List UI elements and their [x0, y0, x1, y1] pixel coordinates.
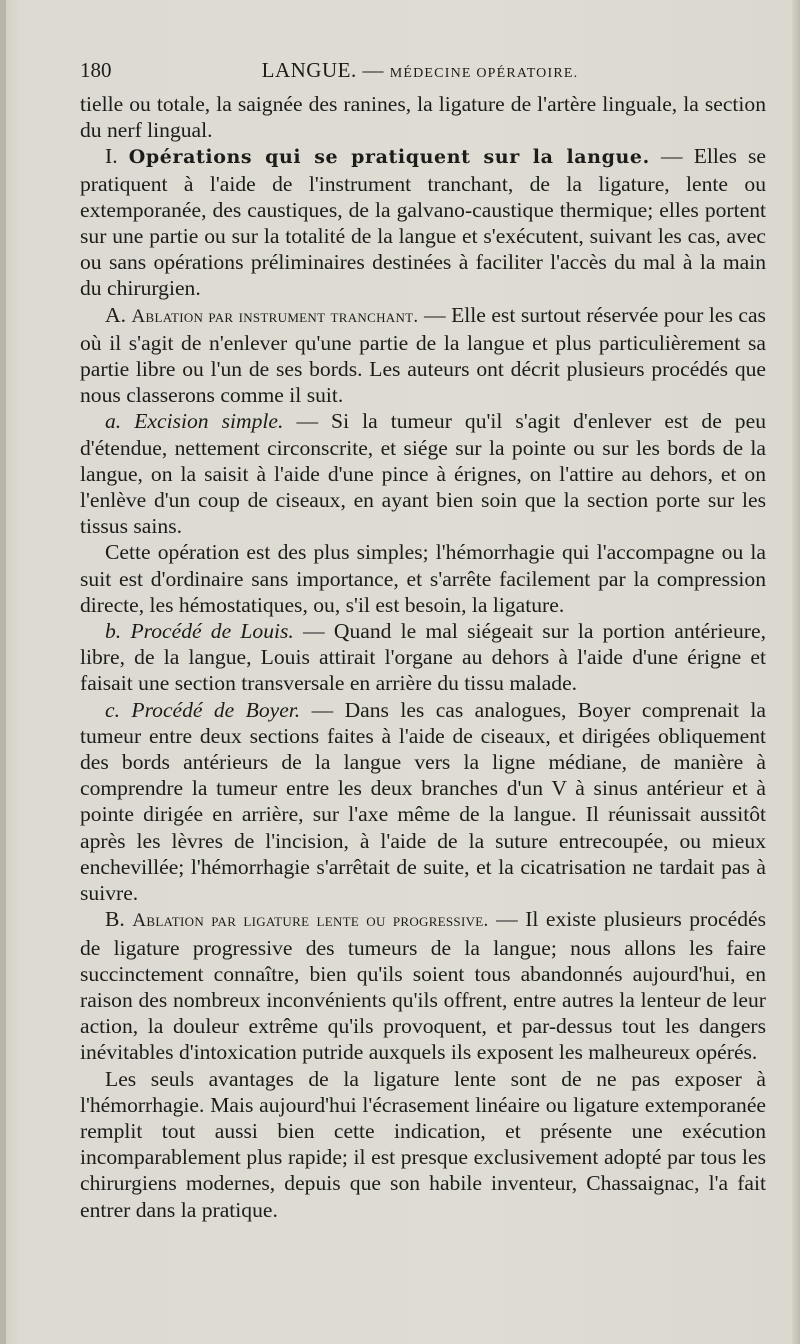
subsection-label: c.	[105, 697, 120, 722]
paragraph-operation-simple	[80, 539, 766, 618]
running-title	[160, 58, 766, 83]
subsection-heading: Excision simple.	[134, 409, 284, 434]
section-label: A.	[105, 302, 126, 327]
paragraph-excision-simple	[80, 408, 766, 539]
paragraph-procede-boyer	[80, 697, 766, 907]
section-heading: Opérations qui se pratiquent sur la langue.	[128, 146, 650, 169]
paragraph-section-b	[80, 906, 766, 1065]
subsection-label: a.	[105, 409, 122, 434]
paragraph-text: — Elle est surtout réservée pour les cas où il s'agit de n'enlever qu'une partie de la langue et plus particulièrement sa partie libre ou l'un de ses bords. Les auteurs ont décrit plusieurs procédés que nous classerons comme il suit.	[80, 302, 766, 408]
paragraph-section-a	[80, 302, 766, 409]
paragraph-text: — Il existe plusieurs procédés de ligature progressive des tumeurs de la langue; nous allons les faire succinctement connaître, bien qu'ils soient tous abandonnés aujourd'hui, en raison des nombreux inconvénients qu'ils offrent, entre autres la lenteur de leur action, la douleur extrême qu'ils provoquent, et par-dessus tout les dangers inévitables d'intoxication putride auxquels ils exposent les malheureux opérés.	[80, 907, 766, 1065]
section-label: I.	[105, 144, 118, 169]
subsection-heading: Procédé de Boyer.	[131, 697, 301, 722]
running-header	[80, 58, 766, 88]
paragraph-text: — Quand le mal siégeait sur la portion antérieure, libre, de la langue, Louis attirait l'organe au dehors à l'aide d'une érigne et faisait une section transversale en arrière du tissu malade.	[80, 619, 766, 696]
paragraph-text: Les seuls avantages de la ligature lente sont de ne pas exposer à l'hémorrhagie. Mais aujourd'hui l'écrasement linéaire ou ligature extemporanée remplit tout aussi bien cette indication, et présente une exécution incomparablement plus rapide; il est presque exclusivement adopté par tous les chirurgiens modernes, depuis que son habile inventeur, Chassaignac, l'a fait entrer dans la pratique.	[80, 1066, 766, 1222]
page-gutter-shadow	[0, 0, 6, 1344]
running-title-main: LANGUE.	[261, 58, 357, 82]
running-title-dash: —	[362, 58, 384, 82]
paragraph-continuation	[80, 91, 766, 143]
section-heading: Ablation par ligature lente ou progressive.	[132, 910, 489, 932]
paragraph-text: tielle ou totale, la saignée des ranines, la ligature de l'artère linguale, la section du nerf lingual.	[80, 92, 766, 143]
body-text	[80, 91, 766, 1223]
running-title-sub: MÉDECINE OPÉRATOIRE.	[389, 66, 579, 81]
page-edge	[792, 0, 800, 1344]
section-label: B.	[105, 907, 125, 932]
subsection-label: b.	[105, 619, 122, 644]
paragraph-procede-louis	[80, 618, 766, 697]
paragraph-text: Cette opération est des plus simples; l'hémorrhagie qui l'accompagne ou la suit est d'ordinaire sans importance, et s'arrête facilement par la compression directe, les hémostatiques, ou, s'il est besoin, la ligature.	[80, 540, 766, 617]
paragraph-avantages-ligature	[80, 1066, 766, 1223]
paragraph-text: — Si la tumeur qu'il s'agit d'enlever est de peu d'étendue, nettement circonscrite, et siége sur la pointe ou sur les bords de la langue, on la saisit à l'aide d'une pince à érignes, on l'attire au dehors, et on l'enlève d'un coup de ciseaux, en ayant bien soin que la section porte sur les tissus sains.	[80, 409, 766, 539]
paragraph-text: — Elles se pratiquent à l'aide de l'instrument tranchant, de la ligature, lente ou extemporanée, des caustiques, de la galvano-caustique thermique; elles portent sur une partie ou sur la totalité de la langue et s'exécutent, suivant les cas, avec ou sans opérations préliminaires destinées à faciliter l'accès du mal à la main du chirurgien.	[80, 144, 767, 301]
paragraph-section-i	[80, 143, 766, 301]
paragraph-text: — Dans les cas analogues, Boyer comprenait la tumeur entre deux sections faites à l'aide de ciseaux, et dirigées obliquement des bords antérieurs de la langue vers la ligne médiane, de manière à comprendre la tumeur entre les deux branches d'un V à sinus antérieur et à pointe dirigée en arrière, sur l'axe même de la langue. Il réunissait aussitôt après les lèvres de l'incision, à l'aide de la suture entrecoupée, ou mieux enchevillée; l'hémorrhagie s'arrêtait de suite, et la cicatrisation ne tardait pas à suivre.	[80, 697, 766, 906]
subsection-heading: Procédé de Louis.	[130, 619, 294, 644]
section-heading: Ablation par instrument tranchant.	[131, 305, 419, 327]
page-number: 180	[80, 58, 112, 82]
